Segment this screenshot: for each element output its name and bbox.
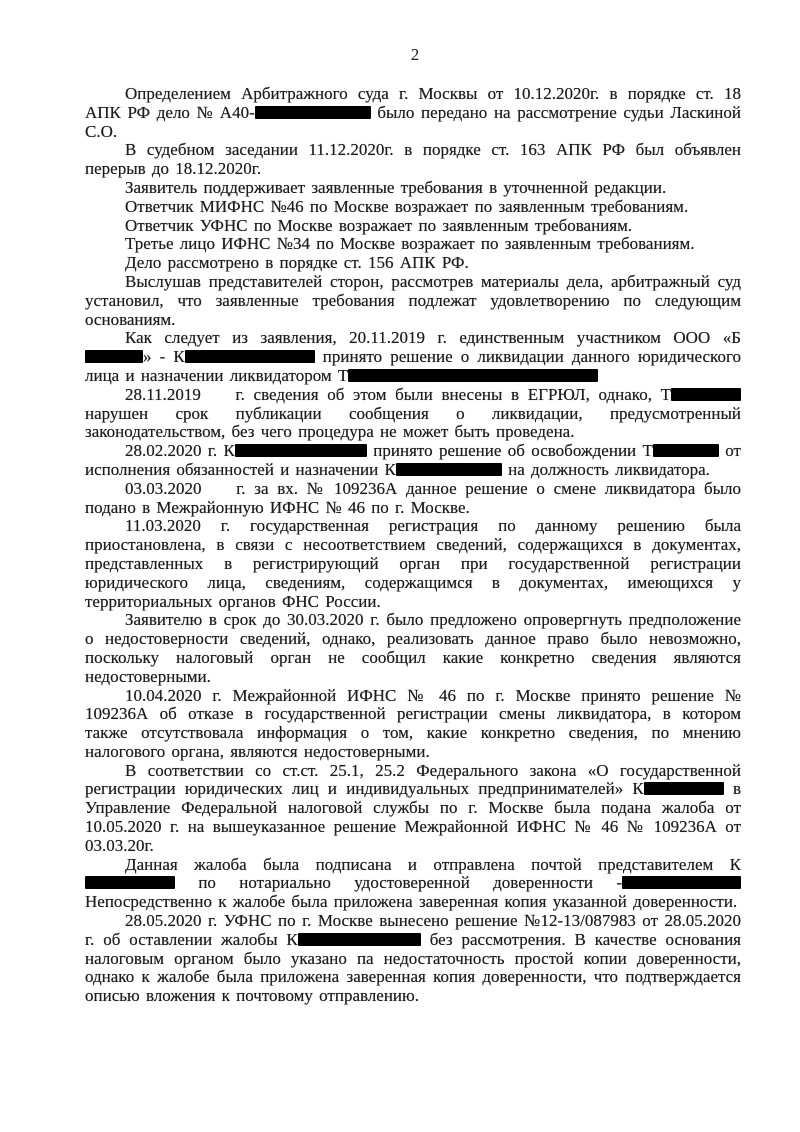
redaction-bar — [671, 388, 741, 401]
paragraph: Данная жалоба была подписана и отправлена почтой представителем К по нотариально удостоверенной доверенности - Непосредственно к жалобе была приложена заверенная копия указанной доверенности. — [85, 854, 741, 912]
redaction-bar — [185, 350, 315, 363]
paragraph: В соответствии со ст.ст. 25.1, 25.2 Федерального закона «О государственной регистрации юридических лиц и индивидуальных предпринимателей» К в Управление Федеральной налоговой службы по г. Москве была подана жалоба от 10.05.2020 г. на вышеуказанное решение Межрайонной ИФНС № 46 № 109236А от 03.03.20г. — [85, 760, 742, 855]
paragraph: 28.05.2020 г. УФНС по г. Москве вынесено решение №12-13/087983 от 28.05.2020 г. об оставлении жалобы К без рассмотрения. В качестве основания налоговым органом было указано па недостаточность простой копии доверенности, однако к жалобе была приложена заверенная копия доверенности, что подтверждается описью вложения к почтовому отправлению. — [85, 911, 741, 1006]
redaction-bar — [298, 933, 421, 946]
redaction-bar — [653, 444, 719, 457]
redaction-bar — [255, 106, 371, 119]
redaction-bar — [348, 369, 598, 382]
paragraph: Ответчик МИФНС №46 по Москве возражает по заявленным требованиям. — [125, 196, 689, 216]
paragraph: 03.03.2020 г. за вх. № 109236А данное решение о смене ликвидатора было подано в Межрайонную ИФНС № 46 по г. Москве. — [85, 478, 741, 517]
redaction-bar — [396, 463, 502, 476]
paragraph: Заявитель поддерживает заявленные требования в уточненной редакции. — [125, 177, 667, 197]
paragraph: 10.04.2020 г. Межрайонной ИФНС № 46 по г. Москве принято решение № 109236А об отказе в государственной регистрации смены ликвидатора, в котором также отсутствовала информация о том, какие конкретно сведения, по мнению налогового органа, являются недостоверными. — [85, 685, 741, 761]
paragraph: Дело рассмотрено в порядке ст. 156 АПК РФ. — [125, 253, 469, 273]
document-body — [85, 85, 741, 1006]
paragraph: Определением Арбитражного суда г. Москвы от 10.12.2020г. в порядке ст. 18 АПК РФ дело № А40- было передано на рассмотрение судьи Ласкиной С.О. — [85, 84, 741, 141]
paragraph: Как следует из заявления, 20.11.2019 г. единственным участником ООО «Б» - К принято решение о ликвидации данного юридического лица и назначении ликвидатором Т — [85, 328, 741, 385]
redaction-bar — [622, 876, 741, 889]
paragraph: В судебном заседании 11.12.2020г. в порядке ст. 163 АПК РФ был объявлен перерыв до 18.12.2020г. — [85, 140, 741, 179]
redaction-bar — [644, 782, 724, 795]
paragraph: Выслушав представителей сторон, рассмотрев материалы дела, арбитражный суд установил, что заявленные требования подлежат удовлетворению по следующим основаниям. — [85, 271, 741, 329]
paragraph: Заявителю в срок до 30.03.2020 г. было предложено опровергнуть предположение о недостоверности сведений, однако, реализовать данное право было невозможно, поскольку налоговый орган не сообщил какие конкретно сведения являются недостоверными. — [85, 610, 741, 686]
redaction-bar — [235, 444, 367, 457]
paragraph: Третье лицо ИФНС №34 по Москве возражает по заявленным требованиям. — [125, 234, 695, 254]
paragraph: Ответчик УФНС по Москве возражает по заявленным требованиям. — [125, 215, 633, 235]
redaction-bar — [85, 350, 143, 363]
paragraph: 11.03.2020 г. государственная регистрация по данному решению была приостановлена, в связи с несоответствием сведений, содержащихся в документах, представленных в регистрирующий орган при государственной регистрации юридического лица, сведениям, содержащимся в документах, имеющихся у территориальных органов ФНС России. — [85, 516, 741, 611]
paragraph: 28.11.2019 г. сведения об этом были внесены в ЕГРЮЛ, однако, Т нарушен срок публикации сообщения о ликвидации, предусмотренный законодательством, без чего процедура не может быть проведена. — [85, 384, 741, 442]
paragraph: 28.02.2020 г. К принято решение об освобождении Т от исполнения обязанностей и назначении К на должность ликвидатора. — [85, 441, 741, 479]
page-number: 2 — [410, 45, 420, 64]
redaction-bar — [85, 876, 175, 889]
